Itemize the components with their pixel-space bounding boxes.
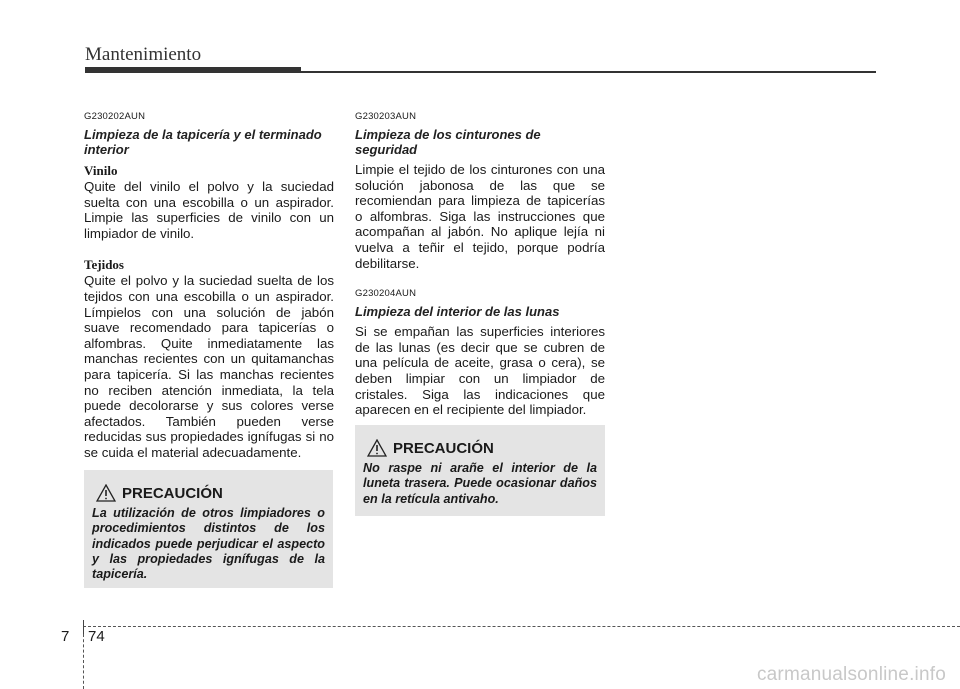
chapter-number: 7 <box>61 628 70 645</box>
paragraph-lunas: Si se empañan las superficies interiores de las lunas (es decir que se cubren de una película de aceite, grasa o cera), se deben limpiar con un limpiador de cristales. Siga las indicaciones que aparecen en el recipiente del limpiador. <box>355 324 605 418</box>
page-number: 74 <box>88 628 105 645</box>
warning-triangle-icon <box>367 439 387 457</box>
right-column <box>355 111 605 418</box>
watermark-text: carmanualsonline.info <box>756 664 946 685</box>
section-title: Limpieza del interior de las lunas <box>355 304 560 320</box>
footer-tick <box>83 620 84 634</box>
subheading-tejidos: Tejidos <box>84 257 124 273</box>
footer-rule <box>83 626 960 627</box>
warning-triangle-icon <box>96 484 116 502</box>
caution-text: La utilización de otros limpiadores o procedimientos distintos de los indicados puede perjudicar el aspecto y las propiedades ignífugas de la tapicería. <box>92 506 325 582</box>
section-code: G230203AUN <box>355 111 417 122</box>
section-title: Limpieza de la tapicería y el terminado interior <box>84 127 322 157</box>
caution-box <box>355 425 605 516</box>
header-rule-thick <box>85 67 301 73</box>
left-column <box>84 111 334 461</box>
page-header-title: Mantenimiento <box>85 44 202 65</box>
section-code: G230202AUN <box>84 111 146 122</box>
paragraph-cinturones: Limpie el tejido de los cinturones con una solución jabonosa de las que se recomiendan para limpieza de tapicerías o alfombras. Siga las instrucciones que acompañan al jabón. No aplique lejía ni vuelva a teñir el tejido, porque podría debilitarse. <box>355 162 605 271</box>
caution-box <box>84 470 333 588</box>
paragraph-tejidos: Quite el polvo y la suciedad suelta de los tejidos con una escobilla o un aspirador. Límpielos con una solución de jabón suave recomendado para tapicerías o alfombras. Quite inmediatamente las manchas recientes con un quitamanchas para tapicería. Si las manchas recientes no reciben atención inmediata, la tela puede decolorarse y sus colores verse afectados. También pueden verse reducidas sus propiedades ignífugas si no se cuida el material adecuadamente. <box>84 273 334 460</box>
footer-vertical-rule <box>83 634 84 689</box>
section-code: G230204AUN <box>355 288 417 300</box>
caution-label: PRECAUCIÓN <box>122 485 223 502</box>
paragraph-vinilo: Quite del vinilo el polvo y la suciedad suelta con una escobilla o un aspirador. Limpie las superficies de vinilo con un limpiador de vinilo. <box>84 179 334 241</box>
section-title: Limpieza de los cinturones de seguridad <box>355 127 541 157</box>
header-rule-thin <box>301 71 876 73</box>
subheading-vinilo: Vinilo <box>84 163 118 178</box>
caution-label: PRECAUCIÓN <box>393 440 494 457</box>
caution-text: No raspe ni arañe el interior de la luneta trasera. Puede ocasionar daños en la retícula antivaho. <box>363 461 597 506</box>
